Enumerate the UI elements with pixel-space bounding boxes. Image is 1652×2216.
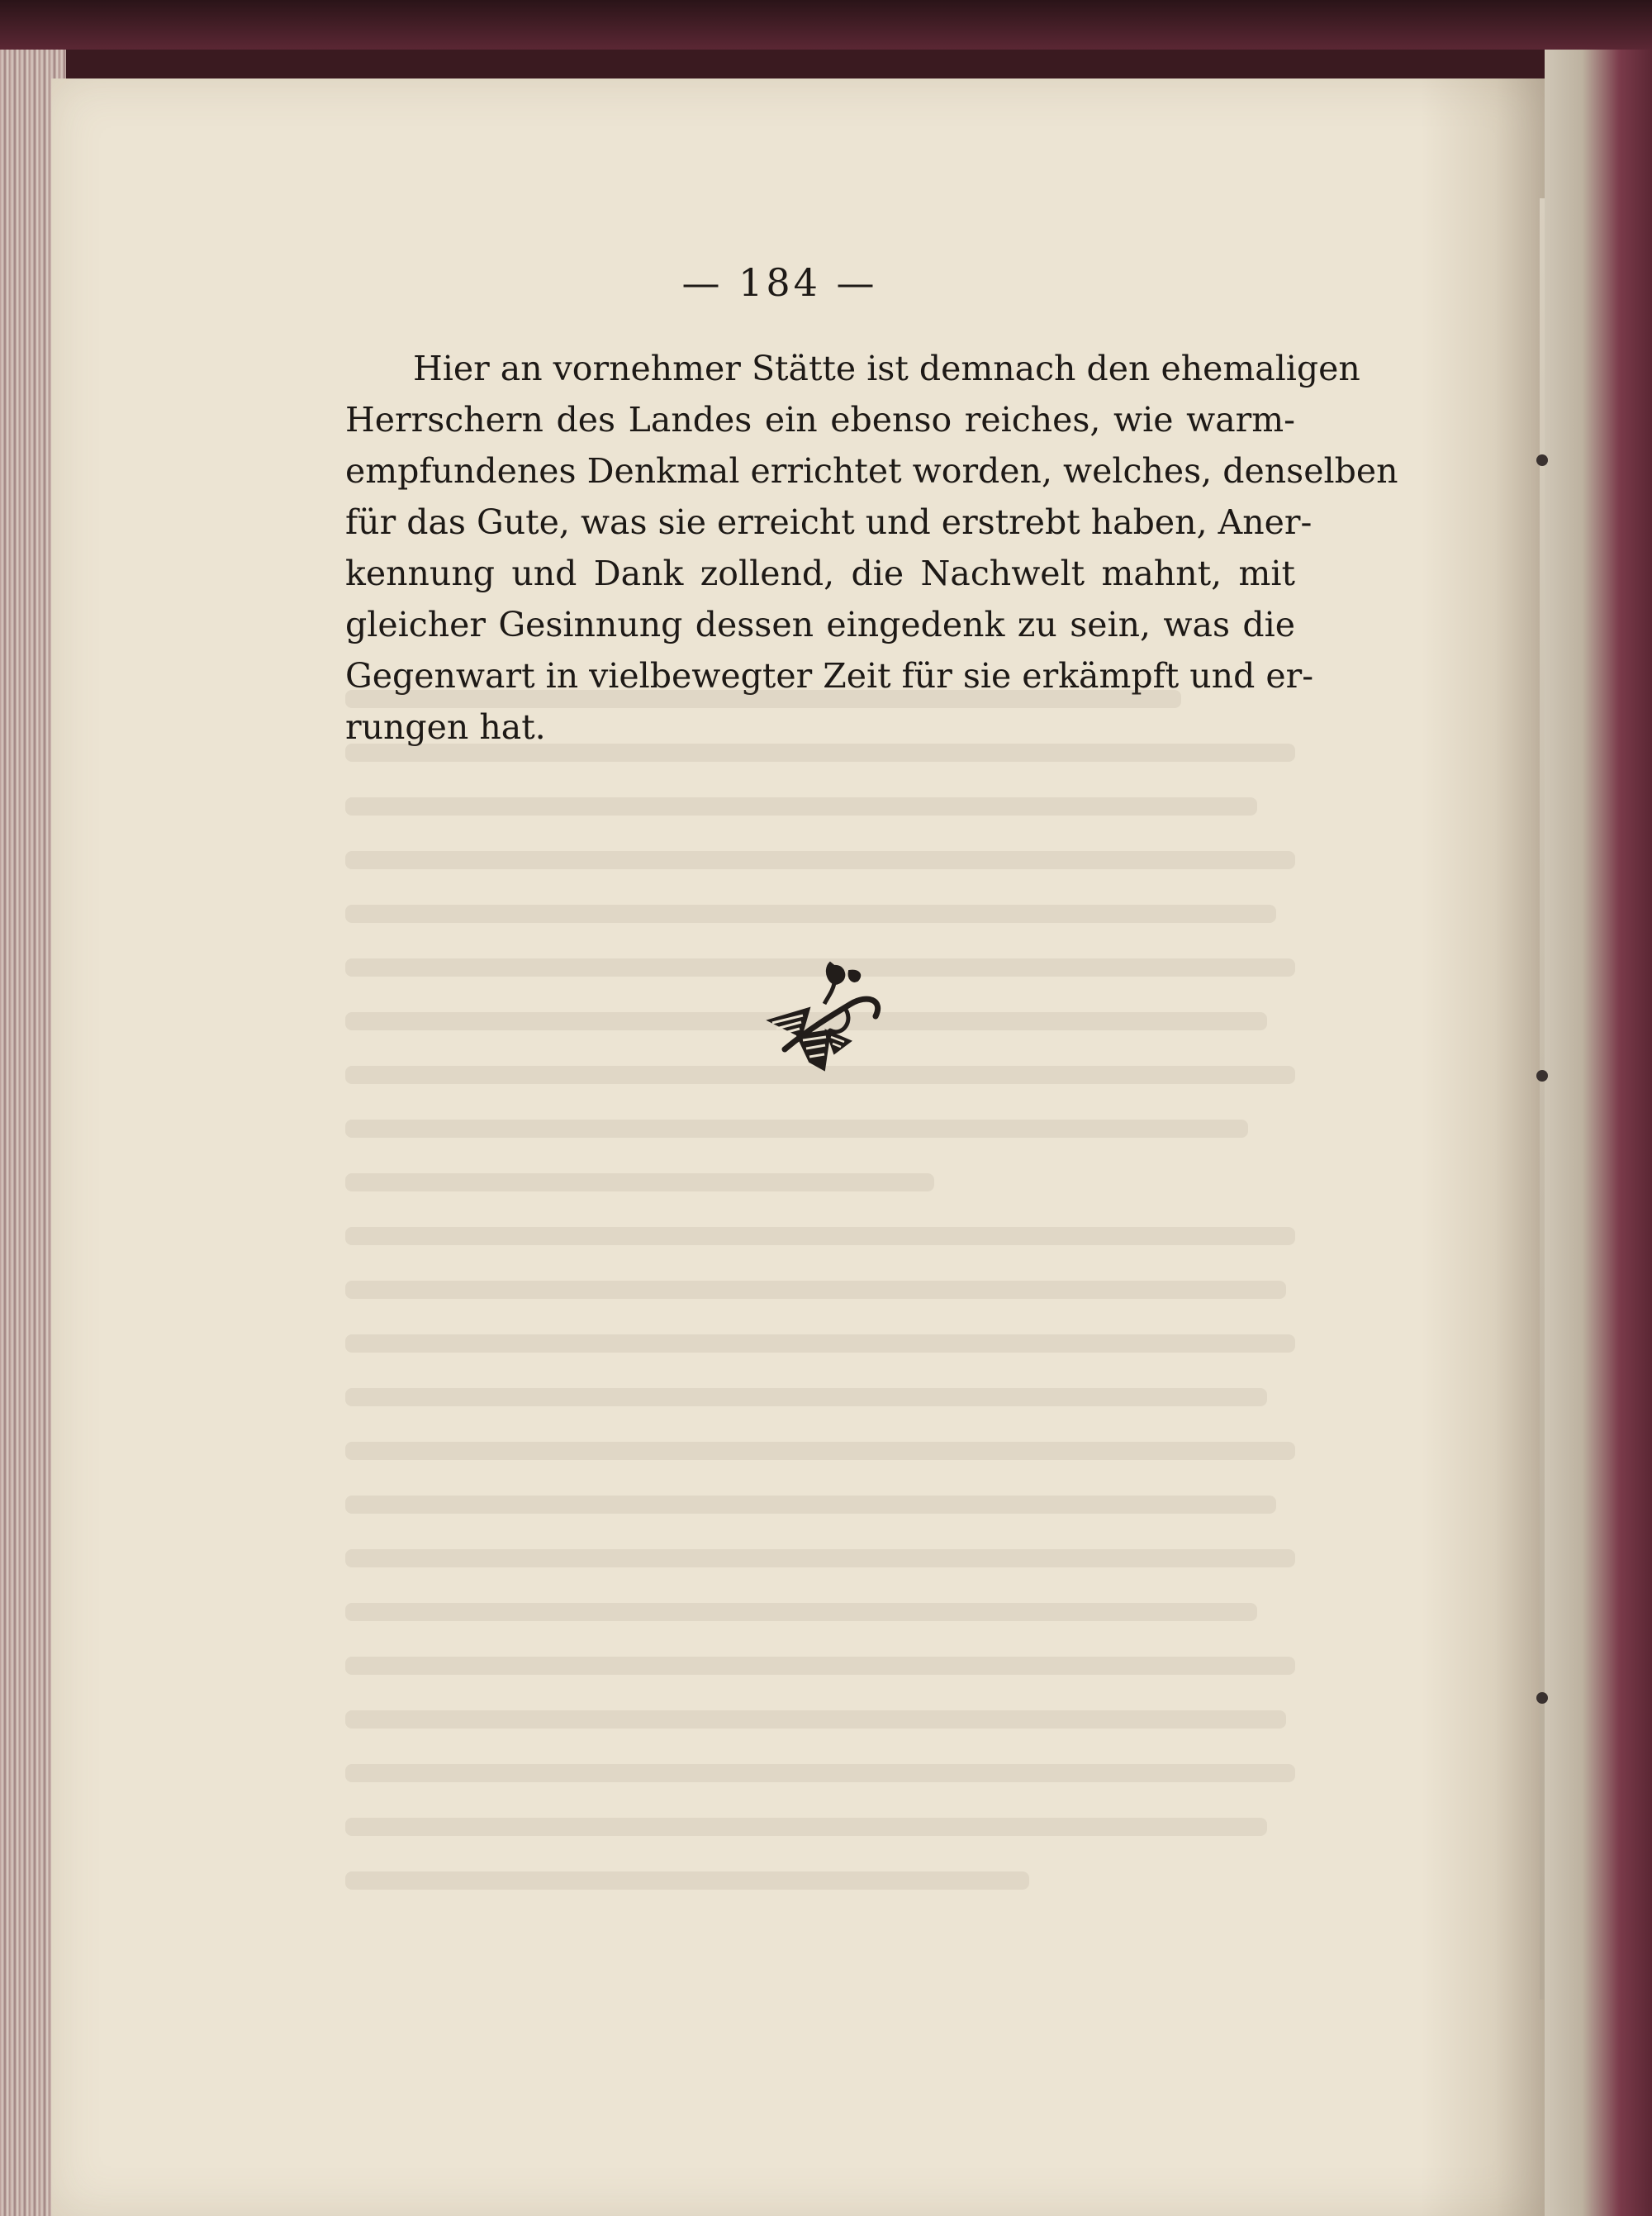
paragraph-line: für das Gute, was sie erreicht und erstrebt haben, Aner- — [345, 502, 1313, 542]
stitch-mark — [1536, 454, 1548, 466]
page-number: — 184 — — [681, 260, 878, 305]
binding-thread — [1540, 198, 1545, 2000]
stitch-mark — [1536, 1692, 1548, 1704]
stitch-mark — [1536, 1070, 1548, 1082]
paragraph-line: Gegenwart in vielbewegter Zeit für sie erkämpft und er- — [345, 656, 1314, 696]
gutter-shadow — [1421, 78, 1545, 2216]
paragraph-line: Hier an vornehmer Stätte ist demnach den ehemaligen — [413, 349, 1360, 388]
bleed-through-text — [345, 690, 1295, 1925]
paragraph-line: rungen hat. — [345, 707, 546, 747]
paragraph-line: gleicher Gesinnung dessen eingedenk zu sein, was die — [345, 605, 1295, 644]
book-spine-board — [1545, 50, 1652, 2216]
paragraph-line: Herrschern des Landes ein ebenso reiches, wie warm- — [345, 400, 1295, 440]
book-cover-edge — [0, 0, 1652, 50]
floral-fleuron-icon — [752, 938, 900, 1087]
paragraph-line: empfundenes Denkmal errichtet worden, welches, denselben — [345, 451, 1398, 491]
paragraph-line: kennung und Dank zollend, die Nachwelt mahnt, mit — [345, 554, 1295, 593]
